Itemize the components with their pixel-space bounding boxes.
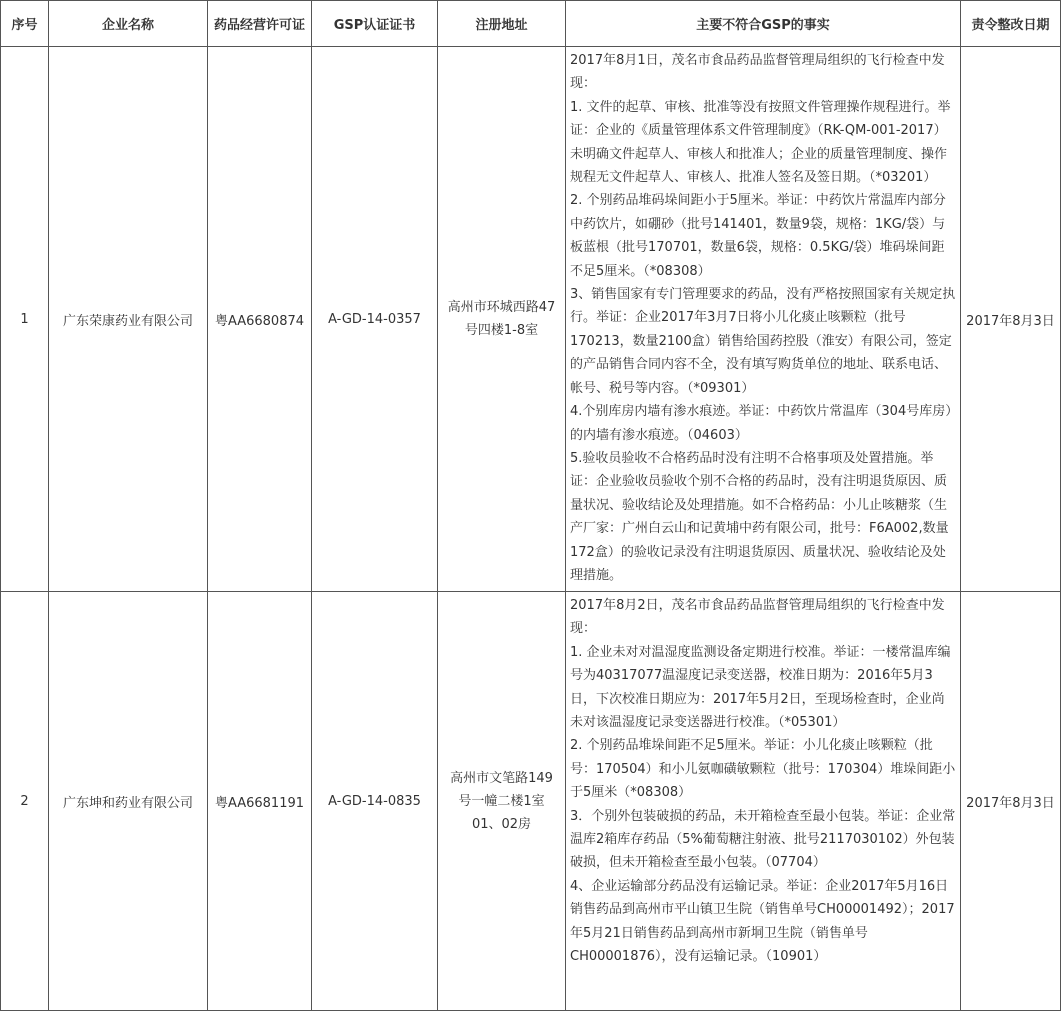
header-deadline: 责令整改日期 [961, 1, 1061, 47]
facts-cell [566, 47, 961, 592]
registered-address [438, 47, 566, 592]
license-number: 粤AA6680874 [208, 47, 312, 592]
license-number: 粤AA6681191 [208, 592, 312, 1011]
facts-clip [566, 592, 960, 1010]
header-facts: 主要不符合GSP的事实 [566, 1, 961, 47]
fact-item: 1. 文件的起草、审核、批准等没有按照文件管理操作规程进行。举证：企业的《质量管理体系文件管理制度》（RK-QM-001-2017）未明确文件起草人、审核人和批准人；企业的质量管理制度、操作规程无文件起草人、审核人、批准人签名及签日期。（*03201） [570, 99, 951, 186]
facts-list [566, 47, 960, 587]
facts-list [566, 592, 960, 969]
fact-item: 1. 企业未对对温湿度监测设备定期进行校准。举证：一楼常温库编号为40317077温湿度记录变送器，校准日期为：2016年5月3日，下次校准日期应为：2017年5月2日，至现场检查时，企业尚未对该温湿度记录变送器进行校准。（*05301） [570, 644, 951, 731]
company-name: 广东坤和药业有限公司 [49, 592, 208, 1011]
fact-item: 3．个别外包装破损的药品，未开箱检查至最小包装。举证：企业常温库2箱库存药品（5%葡萄糖注射液、批号2117030102）外包装破损，但未开箱检查至最小包装。（07704） [570, 808, 956, 871]
registered-address [438, 592, 566, 1011]
fact-item: 2. 个别药品堆垛间距不足5厘米。举证：小儿化痰止咳颗粒（批号：170504）和小儿氨咖磺敏颗粒（批号：170304）堆垛间距小于5厘米（*08308） [570, 738, 956, 801]
deadline-date: 2017年8月3日 [961, 47, 1061, 592]
fact-item: 2. 个别药品堆码垛间距小于5厘米。举证：中药饮片常温库内部分中药饮片，如硼砂（批号141401，数量9袋，规格：1KG/袋）与板蓝根（批号170701，数量6袋，规格：0.5KG/袋）堆码垛间距不足5厘米。（*08308） [570, 193, 946, 279]
fact-item: 4.个别库房内墙有渗水痕迹。举证：中药饮片常温库（304号库房）的内墙有渗水痕迹。（04603） [570, 404, 952, 443]
gsp-cert-number: A-GD-14-0357 [312, 47, 438, 592]
row-no: 1 [1, 47, 49, 592]
address-text: 高州市文笔路149号一幢二楼1室01、02房 [450, 770, 553, 832]
address-text: 高州市环城西路47号四楼1-8室 [447, 300, 556, 338]
header-no: 序号 [1, 1, 49, 47]
company-name: 广东荣康药业有限公司 [49, 47, 208, 592]
table-row [1, 592, 1061, 1011]
header-gsp-cert: GSP认证证书 [312, 1, 438, 47]
table-row [1, 47, 1061, 592]
deadline-date: 2017年8月3日 [961, 592, 1061, 1011]
fact-item: 2017年8月1日，茂名市食品药品监督管理局组织的飞行检查中发现： [570, 53, 945, 92]
header-address: 注册地址 [438, 1, 566, 47]
fact-item: 5.验收员验收不合格药品时没有注明不合格事项及处置措施。举证：企业验收员验收个别不合格的药品时，没有注明退货原因、质量状况、验收结论及处理措施。如不合格药品：小儿止咳糖浆（生产厂家：广州白云山和记黄埔中药有限公司，批号：F6A002,数量172盒）的验收记录没有注明退货原因、质量状况、验收结论及处理措施。 [570, 450, 949, 583]
facts-cell [566, 592, 961, 1011]
header-license: 药品经营许可证 [208, 1, 312, 47]
fact-item: 2017年8月2日，茂名市食品药品监督管理局组织的飞行检查中发现： [570, 598, 945, 637]
fact-item: 3、销售国家有专门管理要求的药品，没有严格按照国家有关规定执行。举证：企业2017年3月7日将小儿化痰止咳颗粒（批号170213，数量2100盒）销售给国药控股（淮安）有限公司，签定的产品销售合同内容不全，没有填写购货单位的地址、联系电话、帐号、税号等内容。（*09301） [570, 287, 956, 396]
header-row [1, 1, 1061, 47]
row-no: 2 [1, 592, 49, 1011]
gsp-cert-number: A-GD-14-0835 [312, 592, 438, 1011]
facts-clip [566, 47, 960, 591]
header-company: 企业名称 [49, 1, 208, 47]
fact-item: 4、企业运输部分药品没有运输记录。举证：企业2017年5月16日销售药品到高州市平山镇卫生院（销售单号CH00001492）；2017年5月21日销售药品到高州市新垌卫生院（销售单号CH00001876），没有运输记录。（10901） [570, 878, 955, 965]
